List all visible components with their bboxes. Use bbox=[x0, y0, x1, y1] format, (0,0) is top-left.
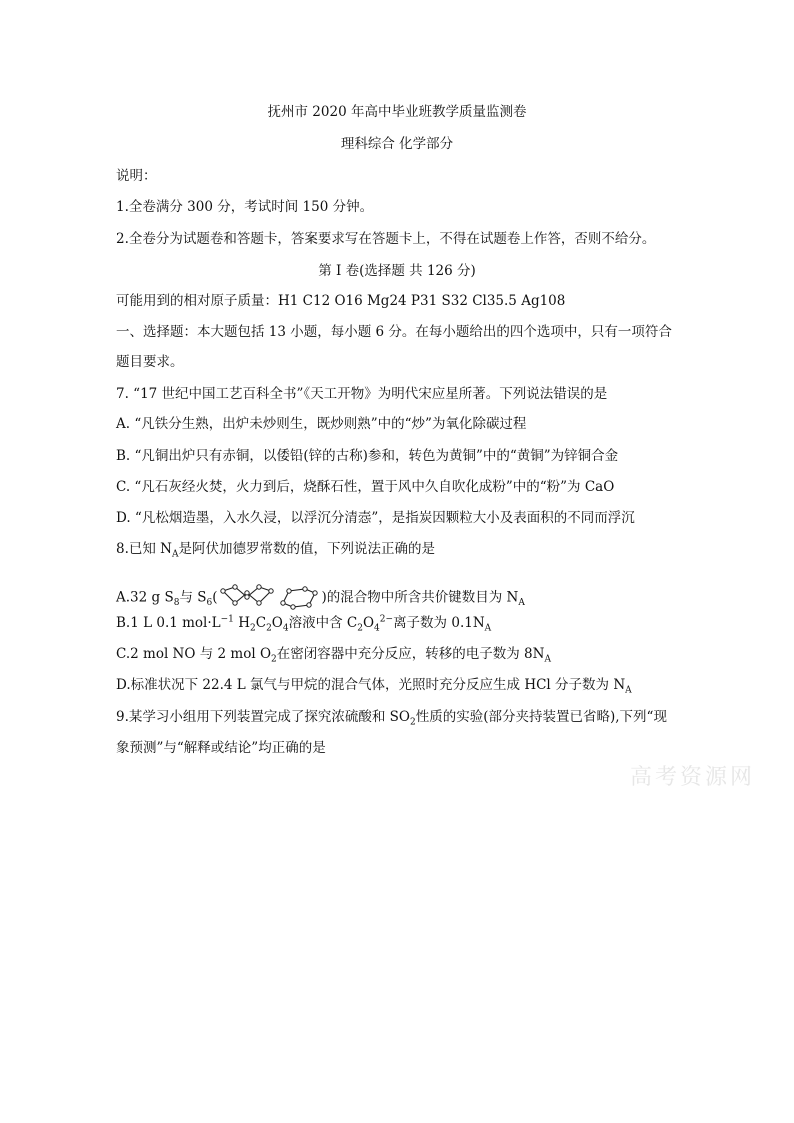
q9-sub: 2 bbox=[410, 717, 416, 728]
q8-stem-text-post: 是阿伏加德罗常数的值，下列说法正确的是 bbox=[178, 541, 435, 557]
q8-b-s3: 4 bbox=[282, 623, 289, 634]
part1-title: 第 I 卷(选择题 共 126 分) bbox=[318, 263, 476, 279]
q8-a-open-paren: ( bbox=[212, 589, 218, 606]
q8-a-sub2: 6 bbox=[206, 598, 213, 609]
atomic-mass-line: 可能用到的相对原子质量：H1 C12 O16 Mg24 P31 S32 Cl35.5 Ag108 bbox=[116, 293, 566, 309]
q7-option-c: C. “凡石灰经火焚，火力到后，烧酥石性，置于风中久自吹化成粉”中的“粉”为 CaO bbox=[116, 479, 615, 495]
q8-c-sub2: A bbox=[544, 654, 551, 665]
q8-option-c bbox=[116, 645, 551, 663]
exam-title: 抚州市 2020 年高中毕业班教学质量监测卷 bbox=[267, 104, 527, 120]
q8-b-o2: O bbox=[362, 615, 375, 631]
q8-b-post: 离子数为 0.1N bbox=[393, 615, 485, 631]
q7-option-a: A. “凡铁分生熟，出炉未炒则生，既炒则熟”中的“炒”为氧化除碳过程 bbox=[116, 416, 527, 432]
section-instructions-line2: 题目要求。 bbox=[116, 354, 184, 370]
q8-b-h: H bbox=[233, 615, 250, 631]
q9-stem-line1 bbox=[116, 708, 667, 726]
q8-option-d bbox=[116, 676, 632, 694]
q8-option-b bbox=[116, 614, 491, 632]
exam-subtitle: 理科综合 化学部分 bbox=[340, 136, 454, 152]
q9-text: 9.某学习小组用下列装置完成了探究浓硫酸和 SO bbox=[116, 709, 410, 725]
q9-text-post: 性质的实验(部分夹持装置已省略),下列“现 bbox=[415, 709, 667, 725]
q8-b-s4: 2 bbox=[357, 623, 363, 634]
q8-stem-text: 8.已知 N bbox=[116, 541, 172, 557]
q8-b-sup2: 2− bbox=[379, 614, 394, 625]
q8-b-c: C bbox=[255, 615, 267, 631]
q8-b-s6: A bbox=[484, 623, 492, 634]
q7-stem: 7. “17 世纪中国工艺百科全书”《天工开物》为明代宋应星所著。下列说法错误的是 bbox=[116, 386, 608, 402]
q8-c-sub1: 2 bbox=[271, 654, 277, 665]
q8-b-s1: 2 bbox=[249, 623, 256, 634]
q8-stem-sub: A bbox=[171, 549, 179, 560]
q7-option-d: D. “凡松烟造墨，入水久浸，以浮沉分清悫”，是指炭因颗粒大小及表面积的不同而浮沉 bbox=[116, 510, 635, 526]
q8-a-sub3: A bbox=[518, 598, 525, 609]
q8-a-text: A.32 g S bbox=[116, 589, 174, 606]
q8-b-text: B.1 L 0.1 mol·L bbox=[116, 615, 221, 631]
q9-stem-line2: 象预测”与“解释或结论”均正确的是 bbox=[116, 740, 326, 756]
q8-d-text: D.标准状况下 22.4 L 氯气与甲烷的混合气体，光照时充分反应生成 HCl 分子数为 N bbox=[116, 677, 626, 693]
note-item-2: 2.全卷分为试题卷和答题卡，答案要求写在答题卡上，不得在试题卷上作答，否则不给分。 bbox=[116, 231, 656, 247]
note-item-1: 1.全卷满分 300 分，考试时间 150 分钟。 bbox=[116, 199, 374, 215]
section-instructions-line1: 一、选择题：本大题包括 13 小题，每小题 6 分。在每小题给出的四个选项中，只有一项符合 bbox=[116, 324, 672, 340]
q8-a-text-post: )的混合物中所含共价键数目为 N bbox=[321, 589, 519, 606]
q8-a-text-mid: 与 S bbox=[179, 589, 207, 606]
q8-c-text-post: 在密闭容器中充分反应，转移的电子数为 8N bbox=[276, 646, 545, 662]
q8-b-s2: 2 bbox=[266, 623, 272, 634]
q8-d-sub: A bbox=[625, 685, 632, 696]
watermark: 高考资源网 bbox=[630, 765, 756, 790]
q8-a-sub1: 8 bbox=[173, 598, 180, 609]
q8-c-text: C.2 mol NO 与 2 mol O bbox=[116, 646, 272, 662]
q8-b-o: O bbox=[271, 615, 283, 631]
q8-b-s5: 4 bbox=[374, 623, 380, 634]
notes-label: 说明： bbox=[116, 168, 157, 184]
sulfur-ring-structure-icon bbox=[219, 583, 321, 613]
q8-b-sup1: −1 bbox=[220, 614, 234, 625]
q8-stem bbox=[116, 540, 435, 558]
q8-option-a bbox=[116, 583, 525, 613]
q8-b-mid: 溶液中含 C bbox=[288, 615, 358, 631]
q7-option-b: B. “凡铜出炉只有赤铜，以倭铅(锌的古称)参和，转色为黄铜”中的“黄铜”为锌铜合金 bbox=[116, 448, 619, 464]
